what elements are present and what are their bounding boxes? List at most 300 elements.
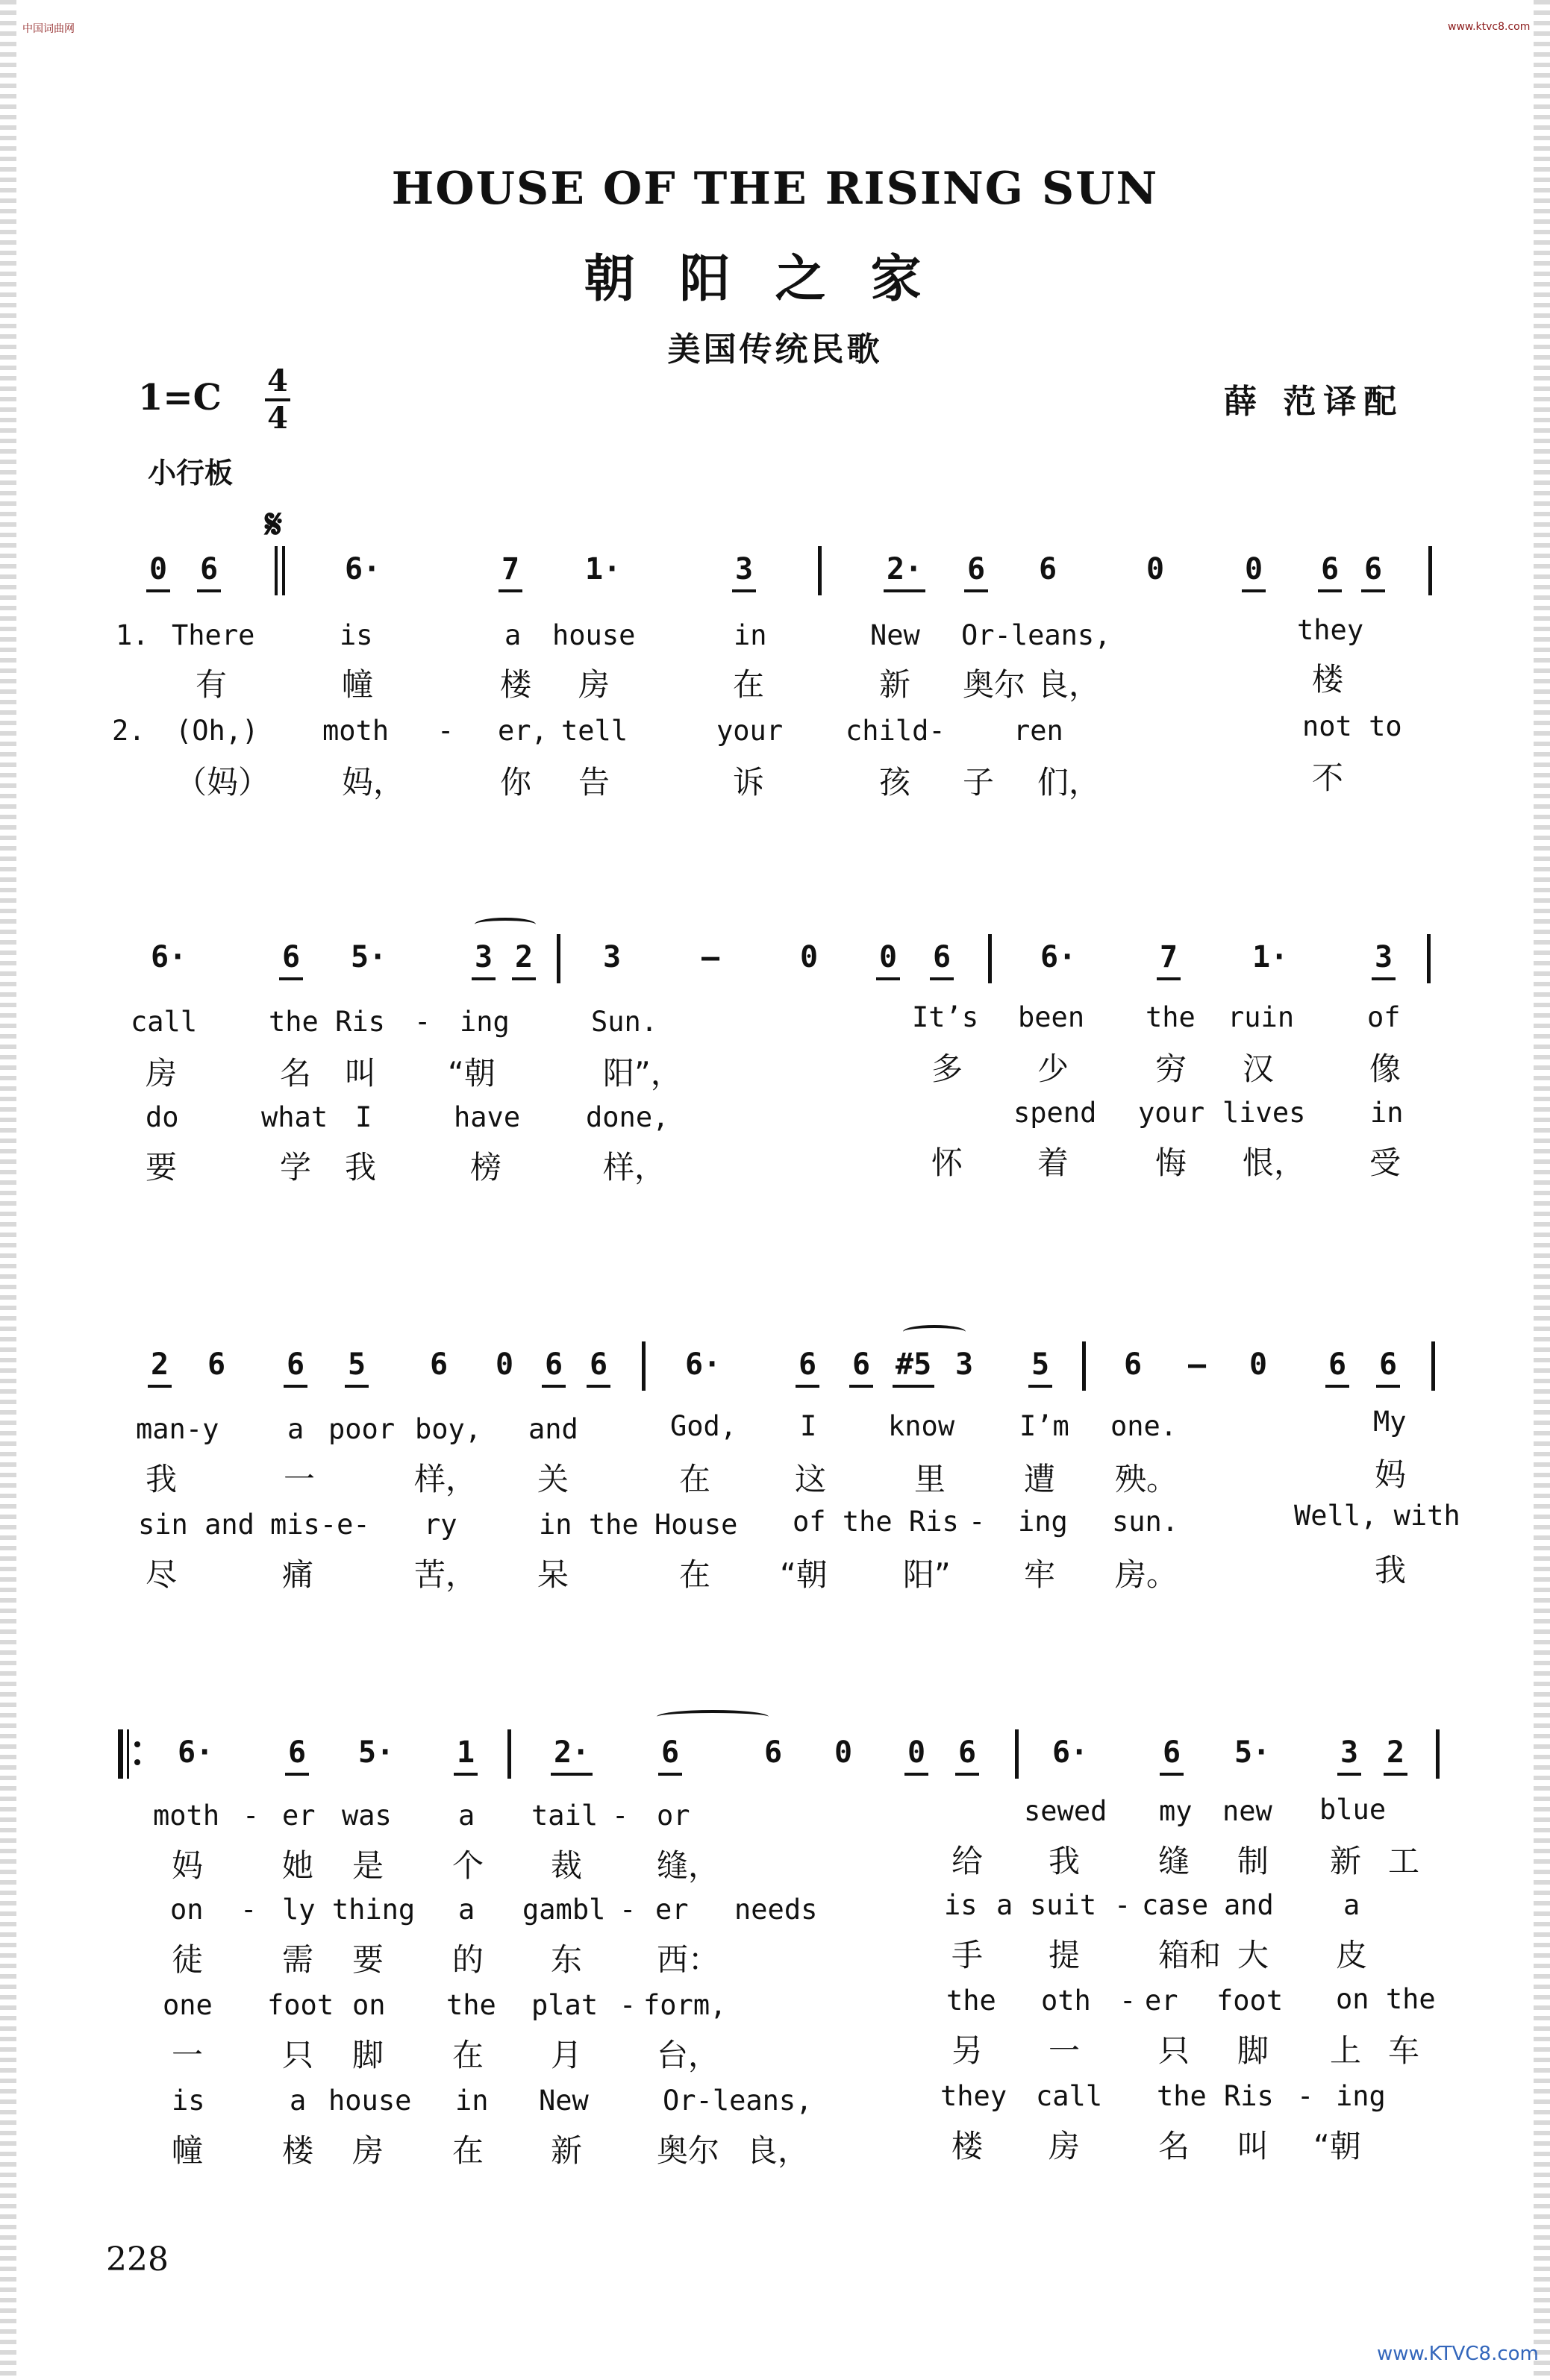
lyric: of (1367, 1001, 1401, 1033)
note: 6 (799, 1347, 817, 1382)
lyric-chinese: 大 (1237, 1937, 1269, 1973)
lyric: in the (539, 1509, 639, 1541)
barline (988, 934, 992, 983)
lyric-chinese: 车 (1388, 2032, 1420, 2069)
note: 6 (1379, 1347, 1398, 1382)
lyric: - (1119, 1985, 1137, 2017)
lyric-chinese: 新 (1330, 1843, 1362, 1879)
note: 5 (1031, 1347, 1050, 1382)
note: 3 (735, 552, 754, 586)
note: 6 (958, 1735, 977, 1770)
note: 6 (545, 1347, 563, 1382)
barline (1427, 934, 1431, 983)
note: 3 (1375, 940, 1393, 974)
lyric: a (458, 1800, 475, 1832)
lyric: oth (1041, 1985, 1091, 2017)
lyric: God, (670, 1410, 737, 1442)
lyric: There (172, 619, 255, 651)
lyric-chinese: 房 (146, 1055, 178, 1092)
time-signature (263, 363, 293, 436)
lyric-chinese: 你 (500, 764, 532, 801)
lyric-chinese: 台， (657, 2037, 720, 2073)
lyric-chinese: 只 (1158, 2032, 1190, 2069)
lyric: ruin (1228, 1001, 1295, 1033)
lyric: - (619, 1989, 637, 2021)
lyric: Or-leans, (961, 619, 1111, 651)
lyric-chinese: 子 (963, 764, 995, 801)
lyric: a (504, 619, 522, 651)
lyric-chinese: 呆 (537, 1556, 569, 1593)
lyric-chinese: 孩 (879, 764, 911, 801)
lyric-chinese: 房 (578, 666, 610, 703)
lyric: House (654, 1509, 738, 1541)
lyric: New (870, 619, 920, 651)
lyric-chinese: 里 (914, 1461, 946, 1497)
note: 6· (685, 1347, 722, 1382)
lyric: what (261, 1101, 328, 1133)
lyric-chinese: 东 (551, 1941, 583, 1978)
lyric-chinese: 提 (1049, 1937, 1081, 1973)
lyric-chinese: （妈） (175, 764, 270, 801)
note: 3 (1340, 1735, 1359, 1770)
lyric-chinese: 她 (282, 1847, 314, 1884)
segno-icon: 𝄋 (265, 500, 283, 548)
lyric: they (940, 2080, 1007, 2112)
lyric-chinese: 奥尔 (963, 666, 1026, 703)
barline (642, 1341, 646, 1391)
lyric-chinese: 阳”， (603, 1055, 682, 1092)
lyric: the Ris (269, 1006, 385, 1038)
lyric: spend (1013, 1097, 1097, 1129)
lyric: done, (586, 1101, 669, 1133)
lyric: is (340, 619, 373, 651)
slur (657, 1710, 769, 1723)
lyric-chinese: 是 (352, 1847, 384, 1884)
lyric: suit (1030, 1889, 1097, 1921)
lyric-chinese: 要 (146, 1149, 178, 1186)
note: 1· (1252, 940, 1289, 974)
note: 6 (282, 940, 301, 974)
lyric: one. (1110, 1410, 1178, 1442)
lyric-chinese: 妈 (1375, 1456, 1407, 1493)
lyric-chinese: 楼 (500, 666, 532, 703)
note: 0 (800, 940, 819, 974)
lyric-chinese: 箱和 (1158, 1937, 1222, 1973)
lyric-chinese: 缝 (1158, 1843, 1190, 1879)
lyric-chinese: 楼 (282, 2132, 314, 2169)
lyric: they (1297, 614, 1364, 646)
note: 5 (348, 1347, 366, 1382)
lyric-chinese: 我 (345, 1149, 377, 1186)
lyric: tail (531, 1800, 599, 1832)
note: 6 (1039, 552, 1057, 586)
lyric: ly thing (282, 1894, 416, 1926)
note: 6· (151, 940, 187, 974)
lyric: the (446, 1989, 496, 2021)
lyric: - (969, 1506, 986, 1538)
note: – (701, 940, 720, 974)
note: 6· (1052, 1735, 1089, 1770)
note: 6 (764, 1735, 783, 1770)
double-barline (275, 546, 285, 595)
barline (1082, 1341, 1086, 1391)
lyric-chinese: 房。 (1115, 1556, 1178, 1593)
notation-system-4 (0, 1735, 1550, 1788)
lyric-chinese: 脚 (1237, 2032, 1269, 2069)
lyric-chinese: 奥尔 (657, 2132, 720, 2169)
lyric-chinese: 要 (352, 1941, 384, 1978)
lyric: of the Ris (793, 1506, 959, 1538)
time-signature-bottom: 4 (267, 401, 288, 436)
note: 0 (496, 1347, 514, 1382)
lyric-chinese: 我 (146, 1461, 178, 1497)
lyric-chinese: 一 (1049, 2032, 1081, 2069)
lyric: the (1157, 2080, 1207, 2112)
lyric-chinese: “朝 (780, 1556, 828, 1593)
note: 2 (515, 940, 534, 974)
lyric: - (619, 1894, 637, 1926)
lyric: lives (1222, 1097, 1306, 1129)
note: 2 (1387, 1735, 1405, 1770)
lyric: on (170, 1894, 204, 1926)
lyric-chinese: 样， (414, 1461, 478, 1497)
verse-number: 2. (112, 715, 146, 747)
lyric: a (458, 1894, 475, 1926)
lyric: one (163, 1989, 213, 2021)
note: 1· (585, 552, 622, 586)
lyric: It’s (912, 1001, 979, 1033)
note: 6 (288, 1735, 307, 1770)
barline (818, 546, 822, 595)
note: 1 (457, 1735, 475, 1770)
note-sharp: #5 (896, 1347, 932, 1382)
lyric-chinese: 这 (795, 1461, 827, 1497)
lyric: form, (643, 1989, 727, 2021)
lyric: Ris (1224, 2080, 1274, 2112)
slur (475, 918, 536, 931)
lyric: and (528, 1413, 578, 1445)
repeat-start-sign (118, 1729, 148, 1779)
barline (557, 934, 560, 983)
lyric: in (1370, 1097, 1404, 1129)
lyric-chinese: 皮 (1336, 1937, 1368, 1973)
lyric: Or-leans, (663, 2085, 813, 2117)
lyric: gambl (522, 1894, 606, 1926)
lyric-chinese: 多 (931, 1050, 963, 1087)
lyric: - (437, 715, 454, 747)
note: 6 (1163, 1735, 1181, 1770)
lyric-chinese: 良， (746, 2132, 810, 2169)
lyric: the (1146, 1001, 1196, 1033)
note: 6 (661, 1735, 680, 1770)
lyric: call (131, 1006, 198, 1038)
lyric-chinese: 新 (551, 2132, 583, 2169)
lyric: my (1159, 1795, 1193, 1827)
lyric: moth (322, 715, 390, 747)
lyric: moth (153, 1800, 220, 1832)
note: 3 (603, 940, 622, 974)
lyric-chinese: 汉 (1243, 1050, 1275, 1087)
lyric-chinese: 牢 (1024, 1556, 1056, 1593)
lyric-chinese: 样， (603, 1149, 666, 1186)
lyric-chinese: 受 (1369, 1144, 1401, 1181)
note: 5· (351, 940, 387, 974)
lyric-chinese: 学 (280, 1149, 312, 1186)
lyric-chinese: 榜 (470, 1149, 502, 1186)
lyric-chinese: 遭 (1024, 1461, 1056, 1497)
arranger-credit: 薛 范译配 (1224, 383, 1404, 421)
lyric: in (455, 2085, 489, 2117)
note: 2 (151, 1347, 169, 1382)
lyric: the (946, 1985, 996, 2017)
verse-number: 1. (116, 619, 149, 651)
lyric-chinese: 西： (657, 1941, 720, 1978)
barline (1428, 546, 1432, 595)
lyric: sin and (138, 1509, 254, 1541)
barline (1431, 1341, 1435, 1391)
lyric-chinese: 个 (452, 1847, 484, 1884)
lyric-chinese: 恨， (1243, 1144, 1306, 1181)
lyric-chinese: 殃。 (1115, 1461, 1178, 1497)
lyric: - (414, 1006, 431, 1038)
lyric-chinese: 裁 (551, 1847, 583, 1884)
lyric-chinese: 良， (1037, 666, 1101, 703)
lyric-chinese: 房 (352, 2132, 384, 2169)
lyric: ing (460, 1006, 510, 1038)
lyric-chinese: 房 (1049, 2128, 1081, 2164)
lyric-chinese: “朝 (1313, 2128, 1361, 2164)
song-title: HOUSE OF THE RISING SUN (391, 163, 1159, 215)
lyric-chinese: 着 (1037, 1144, 1069, 1181)
lyric-chinese: 我 (1375, 1552, 1407, 1588)
lyric-chinese: 在 (679, 1461, 711, 1497)
lyric-chinese: 阳” (903, 1556, 951, 1593)
note: 6 (430, 1347, 449, 1382)
lyric-chinese: 工 (1388, 1843, 1420, 1879)
lyric-chinese: 楼 (951, 2128, 984, 2164)
lyric: - (1114, 1889, 1131, 1921)
lyric: in (734, 619, 767, 651)
lyric: house (328, 2085, 412, 2117)
lyric-chinese: 另 (951, 2032, 984, 2069)
lyric: I (800, 1410, 817, 1442)
lyric: foot (1216, 1985, 1284, 2017)
lyric: man-y (136, 1413, 219, 1445)
song-subtitle: 美国传统民歌 (667, 331, 883, 369)
lyric-chinese: 名 (1158, 2128, 1190, 2164)
lyric-chinese: 幢 (172, 2132, 204, 2169)
lyric-chinese: 不 (1312, 760, 1344, 796)
note: 0 (1249, 1347, 1268, 1382)
lyric: ren (1013, 715, 1063, 747)
note: 0 (1146, 552, 1165, 586)
lyric-chinese: 们， (1037, 764, 1101, 801)
lyric: your (1138, 1097, 1205, 1129)
lyric: and (1224, 1889, 1274, 1921)
lyric: ing (1336, 2080, 1386, 2112)
lyric: house (552, 619, 636, 651)
watermark-top-left: 中国词曲网 (22, 23, 75, 35)
lyric: your (716, 715, 784, 747)
lyric-chinese: 告 (578, 764, 610, 801)
lyric: child- (846, 715, 946, 747)
lyric: sewed (1024, 1795, 1107, 1827)
lyric-chinese: “朝 (448, 1055, 496, 1092)
lyric-chinese: 穷 (1155, 1050, 1187, 1087)
lyric: poor (328, 1413, 396, 1445)
lyric-chinese: 妈 (172, 1847, 204, 1884)
note: 6· (1040, 940, 1077, 974)
lyric: have (454, 1101, 521, 1133)
note: 0 (834, 1735, 853, 1770)
barline (507, 1729, 511, 1779)
note: 5· (358, 1735, 395, 1770)
barline (1015, 1729, 1019, 1779)
lyric: - (243, 1800, 260, 1832)
lyric-chinese: 月 (551, 2037, 583, 2073)
lyric: Well, with (1294, 1500, 1460, 1532)
lyric-chinese: 有 (196, 666, 228, 703)
lyric: do (146, 1101, 179, 1133)
lyric-chinese: 给 (951, 1843, 984, 1879)
lyric: case (1142, 1889, 1209, 1921)
lyric-chinese: 脚 (352, 2037, 384, 2073)
lyric: boy, (415, 1413, 482, 1445)
lyric-chinese: 上 (1330, 2032, 1362, 2069)
lyric-chinese: 手 (951, 1937, 984, 1973)
lyric: I’m (1019, 1410, 1069, 1442)
lyric: not to (1302, 710, 1402, 742)
note: 6 (852, 1347, 871, 1382)
lyric: sun. (1112, 1506, 1179, 1538)
lyric-chinese: 只 (282, 2037, 314, 2073)
lyric-chinese: 楼 (1312, 661, 1344, 698)
lyric-chinese: 幢 (342, 666, 374, 703)
tempo-marking: 小行板 (148, 456, 234, 489)
time-signature-top: 4 (267, 363, 288, 398)
lyric: a (287, 1413, 304, 1445)
lyric-chinese: 我 (1049, 1843, 1081, 1879)
note: 7 (1160, 940, 1178, 974)
page-number: 228 (106, 2240, 169, 2279)
lyric-chinese: 关 (537, 1461, 569, 1497)
lyric: needs (734, 1894, 818, 1926)
note: 7 (501, 552, 520, 586)
lyric: was (342, 1800, 392, 1832)
lyric-chinese: 在 (733, 666, 765, 703)
lyric: er (1145, 1985, 1178, 2017)
lyric-chinese: 悔 (1155, 1144, 1187, 1181)
slur (903, 1325, 966, 1338)
lyric: or (657, 1800, 690, 1832)
lyric: is (172, 2085, 205, 2117)
lyric-chinese: 徒 (172, 1941, 204, 1978)
lyric-chinese: 名 (280, 1055, 312, 1092)
note: 6 (287, 1347, 305, 1382)
lyric: plat (531, 1989, 599, 2021)
notation-system-1 (0, 552, 1550, 604)
note: 0 (879, 940, 898, 974)
lyric: a (1343, 1889, 1360, 1921)
lyric-chinese: 在 (452, 2037, 484, 2073)
lyric: call (1036, 2080, 1103, 2112)
note: 6 (967, 552, 986, 586)
lyric: - (240, 1894, 257, 1926)
note: 6 (1124, 1347, 1143, 1382)
note: 0 (907, 1735, 926, 1770)
note: – (1188, 1347, 1207, 1382)
lyric: know (888, 1410, 955, 1442)
lyric: er (655, 1894, 689, 1926)
lyric: mis-e- (270, 1509, 370, 1541)
note: 6 (590, 1347, 608, 1382)
lyric: foot (267, 1989, 334, 2021)
lyric-chinese: 叫 (1237, 2128, 1269, 2164)
lyric: - (1297, 2080, 1314, 2112)
lyric: tell (561, 715, 628, 747)
note: 2· (887, 552, 923, 586)
lyric: been (1018, 1001, 1085, 1033)
note: 6 (933, 940, 951, 974)
lyric: I (355, 1101, 372, 1133)
lyric-chinese: 叫 (345, 1055, 377, 1092)
lyric: on (352, 1989, 386, 2021)
note: 2· (554, 1735, 590, 1770)
note: 6 (207, 1347, 226, 1382)
lyric: is (944, 1889, 978, 1921)
note: 6· (178, 1735, 214, 1770)
lyric-chinese: 新 (879, 666, 911, 703)
lyric-chinese: 在 (452, 2132, 484, 2169)
lyric: New (539, 2085, 589, 2117)
note: 5· (1234, 1735, 1271, 1770)
note: 0 (1245, 552, 1263, 586)
lyric: on the (1336, 1983, 1436, 2015)
lyric-chinese: 制 (1237, 1843, 1269, 1879)
lyric-chinese: 像 (1369, 1050, 1401, 1087)
lyric: er (282, 1800, 316, 1832)
lyric: a (290, 2085, 307, 2117)
lyric-chinese: 缝， (657, 1847, 720, 1884)
lyric-chinese: 在 (679, 1556, 711, 1593)
lyric: a (996, 1889, 1013, 1921)
lyric-chinese: 需 (282, 1941, 314, 1978)
note: 6 (1328, 1347, 1347, 1382)
lyric-chinese: 诉 (733, 764, 765, 801)
lyric-chinese: 一 (172, 2037, 204, 2073)
lyric-chinese: 妈， (342, 764, 405, 801)
watermark-top-right: www.ktvc8.com (1448, 21, 1531, 33)
note: 3 (955, 1347, 974, 1382)
watermark-bottom-right: www.KTVC8.com (1377, 2343, 1539, 2365)
barline (1436, 1729, 1440, 1779)
lyric: My (1373, 1406, 1407, 1438)
note: 6 (200, 552, 219, 586)
lyric-chinese: 尽 (146, 1556, 178, 1593)
note: 6 (1321, 552, 1340, 586)
lyric: (Oh,) (175, 715, 259, 747)
note: 6· (345, 552, 381, 586)
lyric-chinese: 痛 (282, 1556, 314, 1593)
lyric-chinese: 怀 (931, 1144, 963, 1181)
notation-system-2 (0, 940, 1550, 992)
lyric-chinese: 的 (452, 1941, 484, 1978)
lyric: ry (424, 1509, 457, 1541)
notation-system-3 (0, 1347, 1550, 1400)
note: 3 (475, 940, 493, 974)
lyric: blue (1319, 1794, 1387, 1826)
key-signature: 1=C (138, 377, 222, 419)
